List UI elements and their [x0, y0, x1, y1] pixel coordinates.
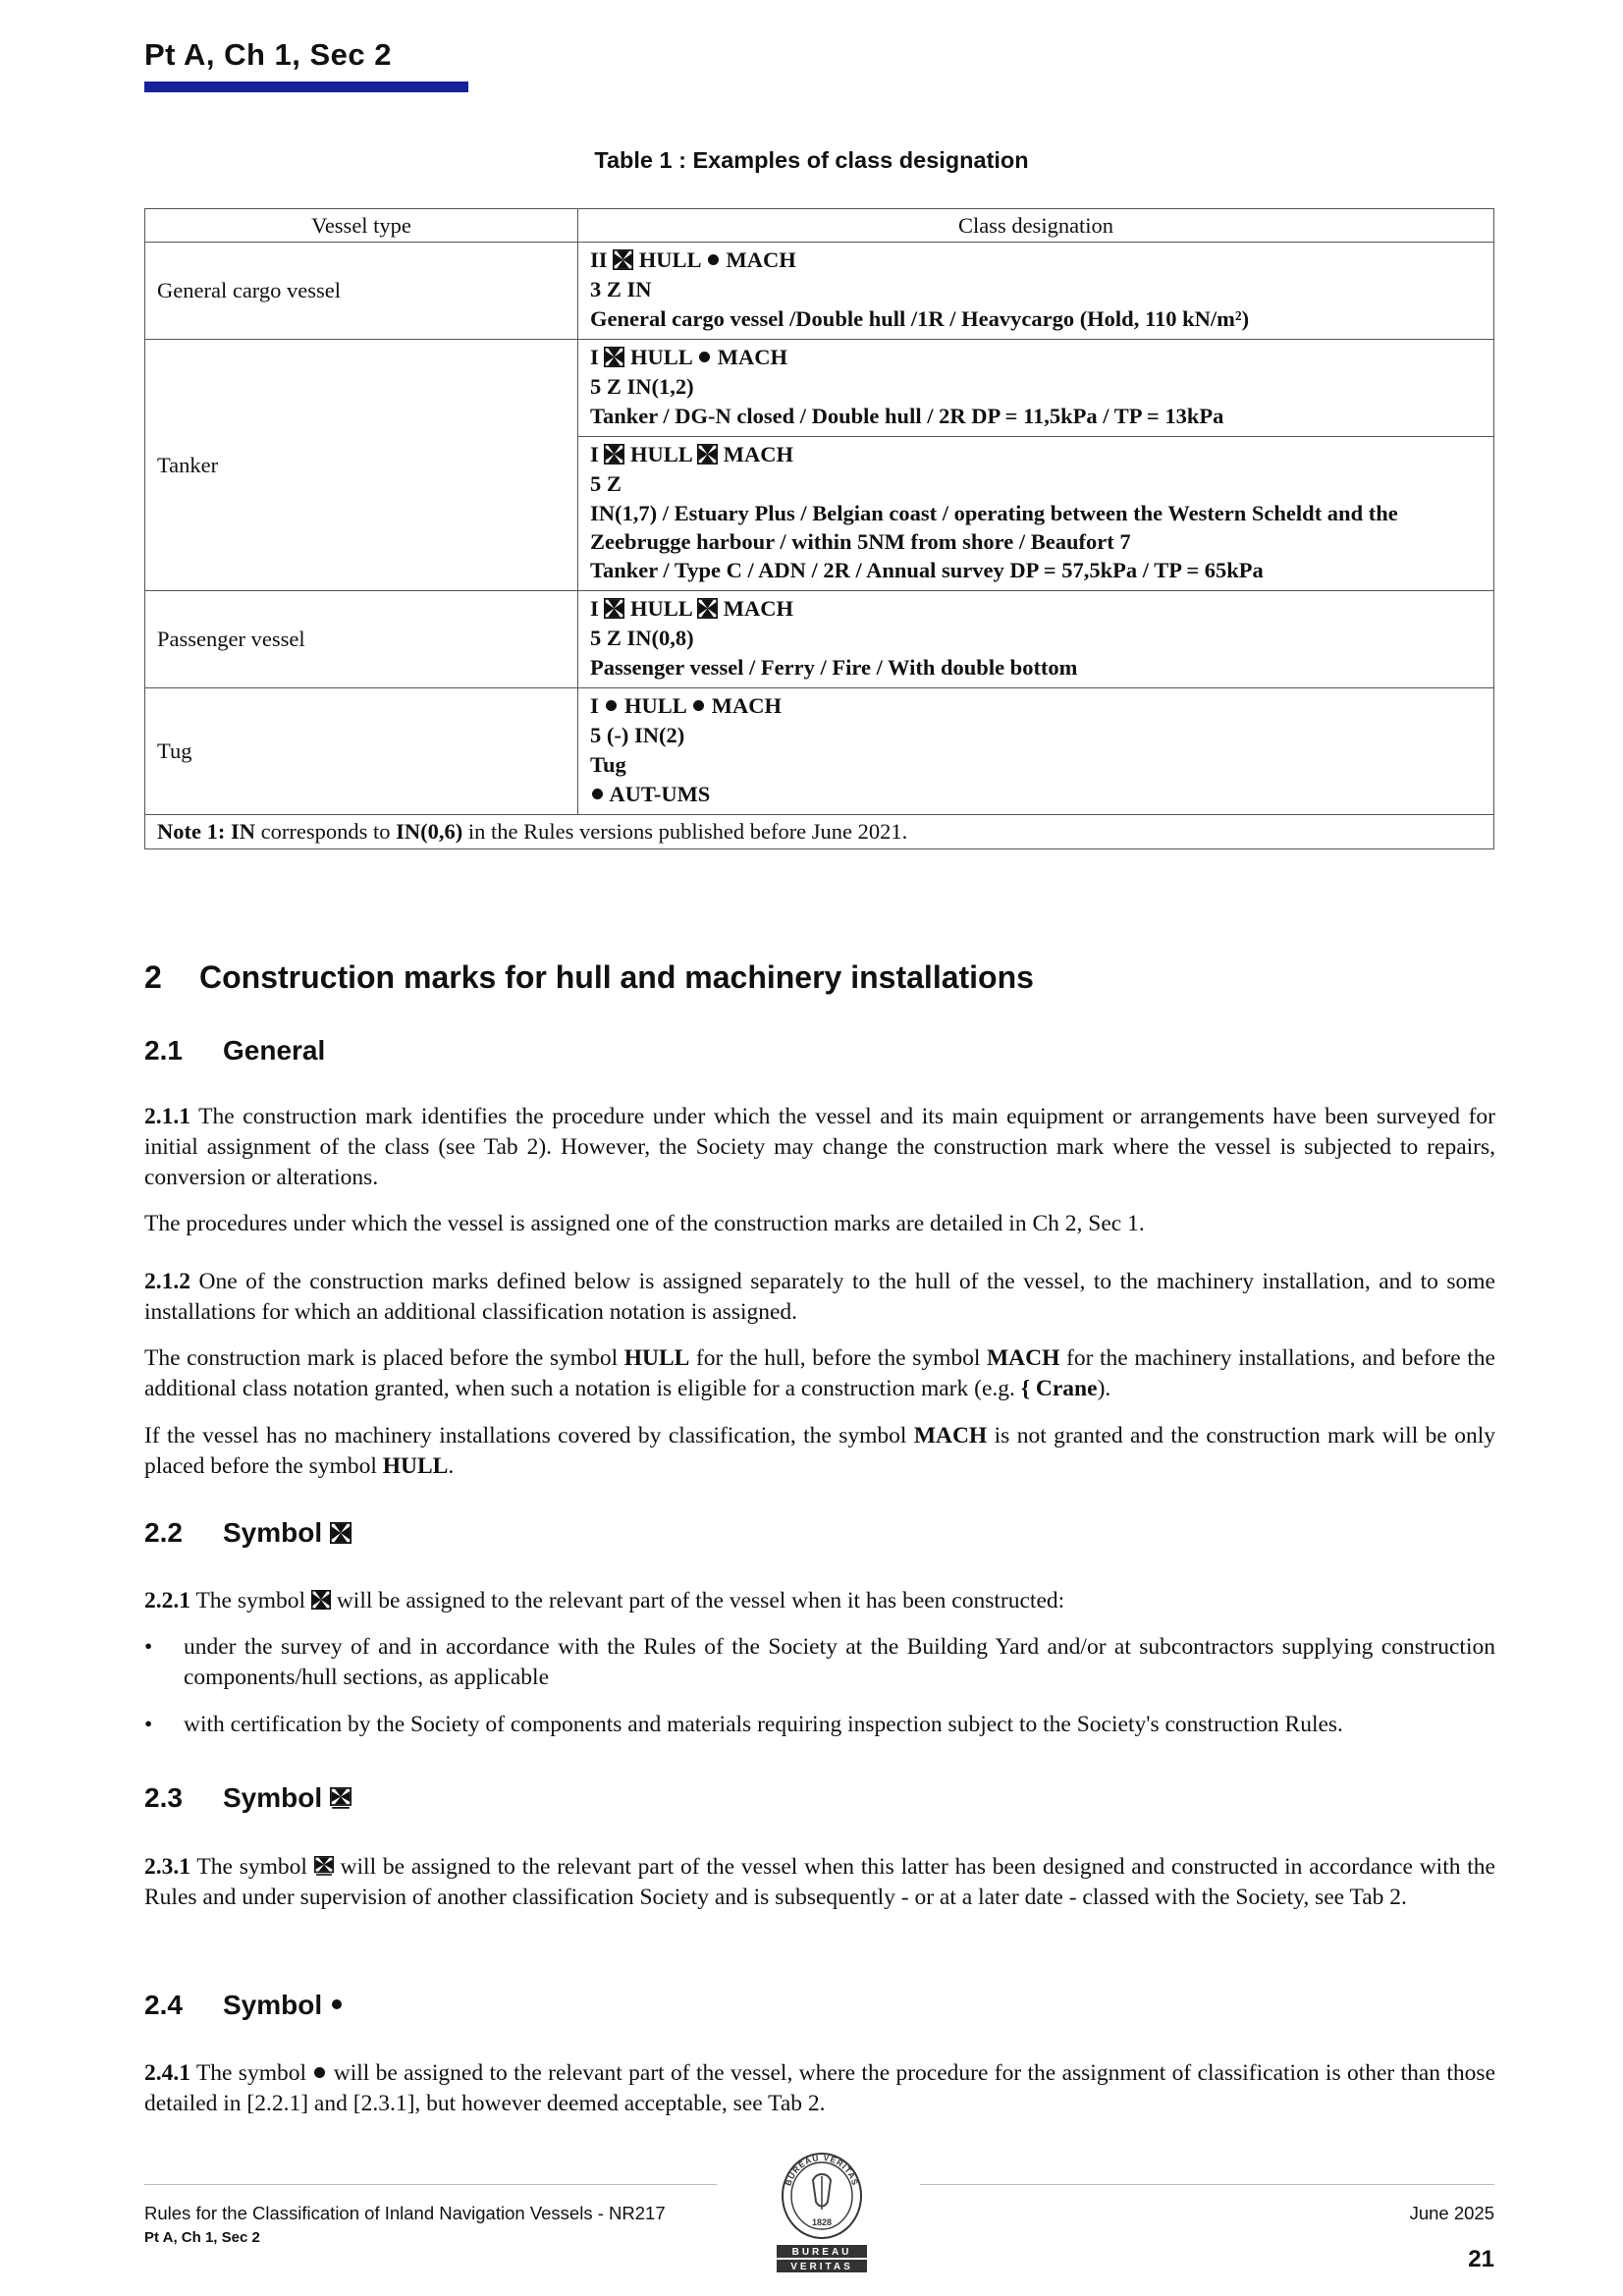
maltese-cross-icon — [697, 444, 718, 465]
paragraph-number: 2.3.1 — [144, 1854, 190, 1880]
bullet-mark-icon — [708, 254, 719, 265]
paragraph-text: The symbol — [190, 2060, 313, 2086]
bullet-icon: • — [144, 1712, 153, 1737]
maltese-cross-icon — [604, 444, 624, 465]
section-heading-2-1 — [144, 1035, 325, 1066]
paragraph-text: will be assigned to the relevant part of the vessel when it has been constructed: — [330, 1588, 1065, 1613]
designation-line: 5 Z IN(0,8) — [590, 626, 694, 650]
vessel-type-cell: Tug — [145, 688, 578, 815]
table-row — [145, 340, 1494, 437]
table-row — [145, 243, 1494, 340]
class-roman: I — [590, 442, 599, 466]
logo-ring-text: BUREAU VERITAS — [783, 2152, 861, 2188]
list-item-text: with certification by the Society of components and materials requiring inspection subject to the Society's construction Rules. — [184, 1712, 1343, 1737]
table-header-row — [145, 209, 1494, 243]
paragraph-text: will be assigned to the relevant part of the vessel, where the procedure for the assignment of classification is other than those detailed in [2.2.1] and [2.3.1], but however deemed acceptable, see Tab 2. — [144, 2060, 1495, 2116]
section-heading-2 — [144, 959, 1034, 996]
logo-word: BUREAU — [791, 2247, 852, 2258]
designation-line: 5 Z IN(1,2) — [590, 374, 694, 399]
mach-symbol: MACH — [726, 247, 796, 272]
section-heading-2-4 — [144, 1990, 344, 2021]
paragraph-text: will be assigned to the relevant part of the vessel when this latter has been designed and constructed in accordance with the Rules and under supervision of another classification Society and is subsequently - or at a later date - classed with the Society, see Tab 2. — [144, 1854, 1495, 1910]
paragraph-text: The construction mark identifies the procedure under which the vessel and its main equipment or arrangements have been surveyed for initial assignment of the class (see Tab 2). However, the Society may change the construction mark where the vessel is subjected to repairs, conversion or alterations. — [144, 1104, 1495, 1190]
bullet-mark-icon — [592, 789, 603, 799]
hull-symbol: HULL — [382, 1453, 449, 1479]
designation-line: IN(1,7) / Estuary Plus / Belgian coast / operating between the Western Scheldt and the Zeebrugge harbour / within 5NM from shore / Beaufort 7 — [590, 501, 1398, 554]
page-header-section-ref: Pt A, Ch 1, Sec 2 — [144, 37, 392, 72]
note-term: IN — [230, 819, 255, 844]
designation-line: Tanker / DG-N closed / Double hull / 2R DP = 11,5kPa / TP = 13kPa — [590, 404, 1224, 428]
paragraph-text: The symbol — [190, 1854, 314, 1880]
list-item — [144, 1632, 1495, 1693]
designation-line: AUT-UMS — [609, 782, 711, 806]
table-row — [145, 591, 1494, 688]
header-accent-bar — [144, 82, 468, 92]
paragraph-2-3-1 — [144, 1852, 1495, 1913]
maltese-cross-icon — [330, 1522, 352, 1544]
page-number: 21 — [1468, 2246, 1494, 2272]
footer-date: June 2025 — [1409, 2203, 1494, 2223]
paragraph-number: 2.2.1 — [144, 1588, 190, 1613]
mach-symbol: MACH — [913, 1423, 988, 1449]
paragraph-text: The construction mark is placed before the symbol — [144, 1345, 624, 1371]
paragraph-text: . — [448, 1453, 455, 1479]
designation-line: 3 Z IN — [590, 277, 652, 301]
section-title: Symbol — [223, 1990, 323, 2020]
bullet-mark-icon — [332, 1999, 342, 2009]
paragraph-text: If the vessel has no machinery installations covered by classification, the symbol — [144, 1423, 914, 1449]
list-item-text: under the survey of and in accordance with the Rules of the Society at the Building Yard and/or at subcontractors supplying construction components/hull sections, as applicable — [184, 1634, 1495, 1690]
vessel-type-cell: Passenger vessel — [145, 591, 578, 688]
col-header-class-designation: Class designation — [578, 209, 1494, 243]
designation-line: General cargo vessel /Double hull /1R / Heavycargo (Hold, 110 kN/m²) — [590, 306, 1250, 331]
class-roman: I — [590, 345, 599, 369]
class-designation-cell — [578, 437, 1494, 591]
paragraph-text: One of the construction marks defined below is assigned separately to the hull of the vessel, to the machinery installation, and to some installations for which an additional classification notation is assigned. — [144, 1269, 1495, 1325]
paragraph-number: 2.1.1 — [144, 1104, 190, 1129]
logo-year: 1828 — [811, 2217, 833, 2227]
paragraph-2-4-1 — [144, 2058, 1495, 2119]
mach-symbol: MACH — [723, 442, 794, 466]
table-row — [145, 688, 1494, 815]
maltese-cross-icon — [697, 598, 718, 619]
section-number: 2.2 — [144, 1517, 183, 1548]
section-title: Symbol — [223, 1782, 323, 1813]
class-designation-cell — [578, 688, 1494, 815]
footer-rule-right — [920, 2184, 1494, 2185]
designation-line: Passenger vessel / Ferry / Fire / With double bottom — [590, 655, 1078, 680]
class-designation-cell — [578, 340, 1494, 437]
maltese-cross-icon — [311, 1590, 331, 1610]
paragraph-2-2-1 — [144, 1586, 1495, 1616]
footer-rule-left — [144, 2184, 717, 2185]
underlined-maltese-cross-icon — [314, 1856, 334, 1876]
bullet-mark-icon — [606, 700, 617, 711]
note-label: Note 1: — [157, 819, 226, 844]
paragraph — [144, 1343, 1495, 1404]
mach-symbol: MACH — [987, 1345, 1060, 1371]
list-item — [144, 1710, 1495, 1740]
designation-line: Tanker / Type C / ADN / 2R / Annual survey DP = 57,5kPa / TP = 65kPa — [590, 558, 1264, 582]
class-designation-cell — [578, 243, 1494, 340]
section-number: 2 — [144, 959, 162, 995]
designation-line: 5 (-) IN(2) — [590, 723, 685, 747]
paragraph-text: is not granted and the construction mark will be only placed before the symbol — [144, 1423, 1495, 1479]
col-header-vessel-type: Vessel type — [145, 209, 578, 243]
paragraph-2-1-2 — [144, 1267, 1495, 1328]
maltese-cross-icon — [604, 347, 624, 367]
logo-word: VERITAS — [790, 2262, 853, 2272]
mach-symbol: MACH — [717, 345, 788, 369]
vessel-type-cell: Tanker — [145, 340, 578, 591]
hull-symbol: HULL — [623, 1345, 690, 1371]
class-designation-table — [144, 208, 1494, 849]
paragraph-number: 2.4.1 — [144, 2060, 190, 2086]
class-roman: II — [590, 247, 608, 272]
footer-section-ref: Pt A, Ch 1, Sec 2 — [144, 2229, 260, 2246]
paragraph-2-1-1 — [144, 1102, 1495, 1193]
table-note-row — [145, 815, 1494, 849]
hull-symbol: HULL — [630, 345, 692, 369]
paragraph — [144, 1421, 1495, 1482]
class-roman: I — [590, 693, 599, 718]
designation-line: Tug — [590, 752, 626, 777]
bullet-mark-icon — [693, 700, 704, 711]
section-number: 2.1 — [144, 1035, 183, 1066]
section-heading-2-2 — [144, 1517, 352, 1549]
maltese-cross-icon — [613, 249, 633, 270]
section-title: Construction marks for hull and machinery installations — [199, 959, 1034, 995]
paragraph-text: The symbol — [190, 1588, 311, 1613]
section-title: General — [223, 1035, 326, 1066]
note-term: IN(0,6) — [396, 819, 463, 844]
hull-symbol: HULL — [630, 596, 692, 621]
section-title: Symbol — [223, 1517, 323, 1548]
section-number: 2.4 — [144, 1990, 183, 2020]
table-caption: Table 1 : Examples of class designation — [594, 147, 1029, 173]
paragraph-text: ). — [1097, 1376, 1111, 1401]
mach-symbol: MACH — [723, 596, 794, 621]
hull-symbol: HULL — [624, 693, 686, 718]
crane-notation: { Crane — [1020, 1376, 1098, 1401]
hull-symbol: HULL — [630, 442, 692, 466]
designation-line: 5 Z — [590, 471, 622, 496]
section-number: 2.3 — [144, 1782, 183, 1813]
bullet-mark-icon — [314, 2067, 325, 2078]
maltese-cross-icon — [604, 598, 624, 619]
bullet-icon: • — [144, 1634, 153, 1660]
class-designation-cell — [578, 591, 1494, 688]
note-text: corresponds to — [255, 819, 397, 844]
paragraph-text: for the hull, before the symbol — [689, 1345, 987, 1371]
underlined-maltese-cross-icon — [330, 1787, 352, 1809]
table-note — [145, 815, 1494, 849]
bullet-mark-icon — [699, 352, 710, 362]
vessel-type-cell: General cargo vessel — [145, 243, 578, 340]
hull-symbol: HULL — [638, 247, 701, 272]
mach-symbol: MACH — [711, 693, 783, 718]
paragraph — [144, 1209, 1495, 1239]
bureau-veritas-logo — [774, 2151, 870, 2274]
paragraph-text: The procedures under which the vessel is assigned one of the construction marks are detailed in Ch 2, Sec 1. — [144, 1211, 1145, 1236]
class-roman: I — [590, 596, 599, 621]
paragraph-text: for the machinery installations, and before the additional class notation granted, when such a notation is eligible for a construction mark (e.g. — [144, 1345, 1495, 1401]
footer-document-title: Rules for the Classification of Inland Navigation Vessels - NR217 — [144, 2203, 666, 2223]
note-text: in the Rules versions published before June 2021. — [462, 819, 908, 844]
section-heading-2-3 — [144, 1782, 352, 1814]
paragraph-number: 2.1.2 — [144, 1269, 190, 1294]
